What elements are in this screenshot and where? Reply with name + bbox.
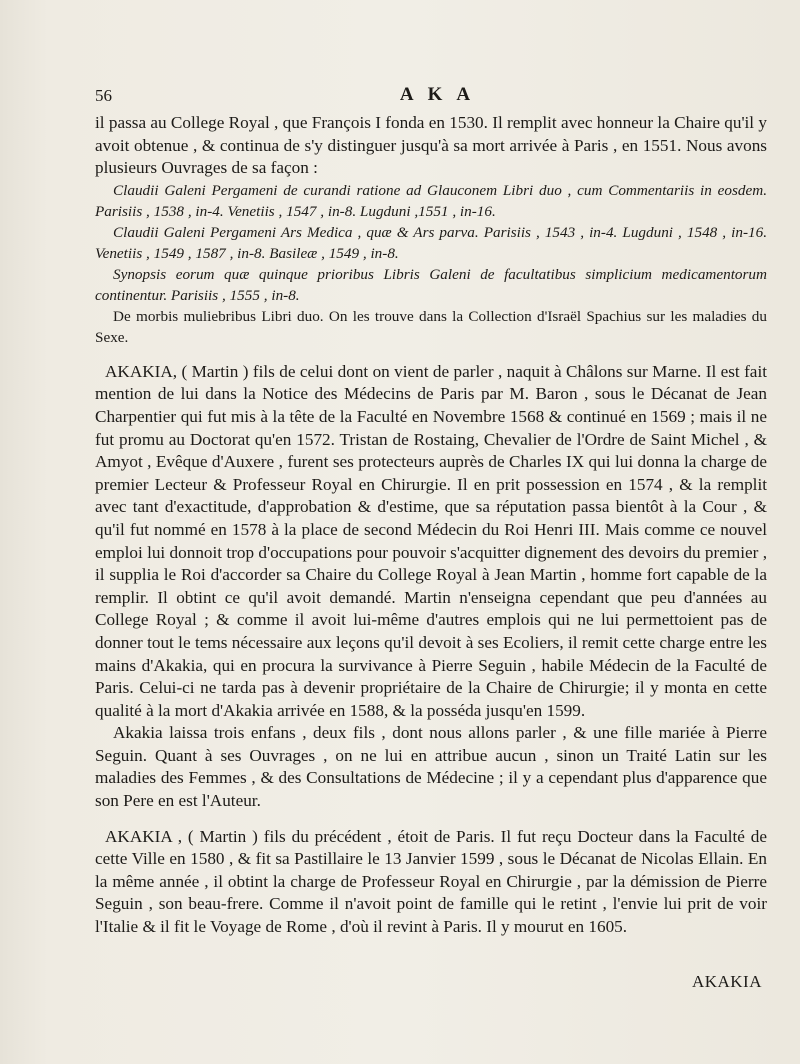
citation-de-curandi-ratione: Claudii Galeni Pergameni de curandi ratione ad Glauconem Libri duo , cum Commentariis in eosdem. Parisiis , 1538 , in-4. Venetiis , 1547 , in-8. Lugduni ,1551 , in-16.: [95, 181, 767, 220]
citation-ars-medica: Claudii Galeni Pergameni Ars Medica , quæ & Ars parva. Parisiis , 1543 , in-4. Lugduni , 1548 , in-16. Venetiis , 1549 , 1587 , in-8. Basileæ , 1549 , in-8.: [95, 223, 767, 262]
page-header: [95, 86, 775, 110]
running-head: AKA: [399, 84, 485, 105]
paragraph-intro: il passa au College Royal , que François I fonda en 1530. Il remplit avec honneur la Chaire qu'il y avoit obtenue , & continua de s'y distinguer jusqu'à sa mort arrivée à Paris , en 1551. Nous avons plusieurs Ouvrages de sa façon :: [95, 113, 767, 178]
citation-synopsis: Synopsis eorum quæ quinque prioribus Libris Galeni de facultatibus simplicium medicamentorum continentur. Parisiis , 1555 , in-8.: [95, 265, 767, 304]
entry-akakia-martin-1: AKAKIA, ( Martin ) fils de celui dont on vient de parler , naquit à Châlons sur Marne. Il est fait mention de lui dans la Notice des Médecins de Paris par M. Baron , sous le Décanat de Jean Charpentier qui fut mis à la tête de la Faculté en Novembre 1568 & continué en 1569 ; mais il ne fut promu au Doctorat qu'en 1572. Tristan de Rostaing, Chevalier de l'Ordre de Saint Michel , & Amyot , Evêque d'Auxere , furent ses protecteurs auprès de Charles IX qui lui donna la charge de premier Lecteur & Professeur Royal en Chirurgie. Il en prit possession en 1574 , & la remplit avec tant d'exactitude, d'approbation & d'estime, que sa réputation passa bientôt à la Cour , & qu'il fut nommé en 1578 à la place de second Médecin du Roi Henri III. Mais comme ce nouvel emploi lui donnoit trop d'occupations pour pouvoir s'acquitter dignement des devoirs du premier , il supplia le Roi d'accorder sa Chaire du College Royal à Jean Martin , homme fort capable de la remplir. Il obtint ce qu'il avoit demandé. Martin n'enseigna cependant que peu d'années au College Royal ; & comme il avoit lui-même d'autres emplois qui ne lui permettoient pas de donner tout le tems nécessaire aux leçons qu'il devoit à ses Ecoliers, il remit cette charge entre les mains d'Akakia, qui en procura la survivance à Pierre Seguin , habile Médecin de la Faculté de Paris. Celui-ci ne tarda pas à devenir propriétaire de la Chaire de Chirurgie; il y monta en cette qualité à la mort d'Akakia arrivée en 1588, & la posséda jusqu'en 1599.: [95, 361, 767, 720]
citation-de-morbis-muliebribus: De morbis muliebribus Libri duo. On les trouve dans la Collection d'Israël Spachius sur les maladies du Sexe.: [95, 307, 767, 346]
catchword: AKAKIA: [691, 972, 762, 991]
paragraph-akakia-children: Akakia laissa trois enfans , deux fils , dont nous allons parler , & une fille mariée à Pierre Seguin. Quant à ses Ouvrages , on ne lui en attribue aucun , sinon un Traité Latin sur les maladies des Femmes , & des Consultations de Médecine ; il y a cependant plus d'apparence que son Pere en est l'Auteur.: [95, 723, 767, 811]
text-column: [95, 112, 767, 939]
entry-akakia-martin-2: AKAKIA , ( Martin ) fils du précédent , étoit de Paris. Il fut reçu Docteur dans la Faculté de cette Ville en 1580 , & fit sa Pastillaire le 13 Janvier 1599 , sous le Décanat de Nicolas Ellain. En la même année , il obtint la charge de Professeur Royal en Chirurgie , par la démission de Pierre Seguin , son beau-frere. Comme il n'avoit point de famille qui le retint , l'envie lui prit de voir l'Italie & il fit le Voyage de Rome , d'où il revint à Paris. Il y mourut en 1605.: [95, 826, 767, 937]
page-number: 56: [95, 86, 112, 105]
